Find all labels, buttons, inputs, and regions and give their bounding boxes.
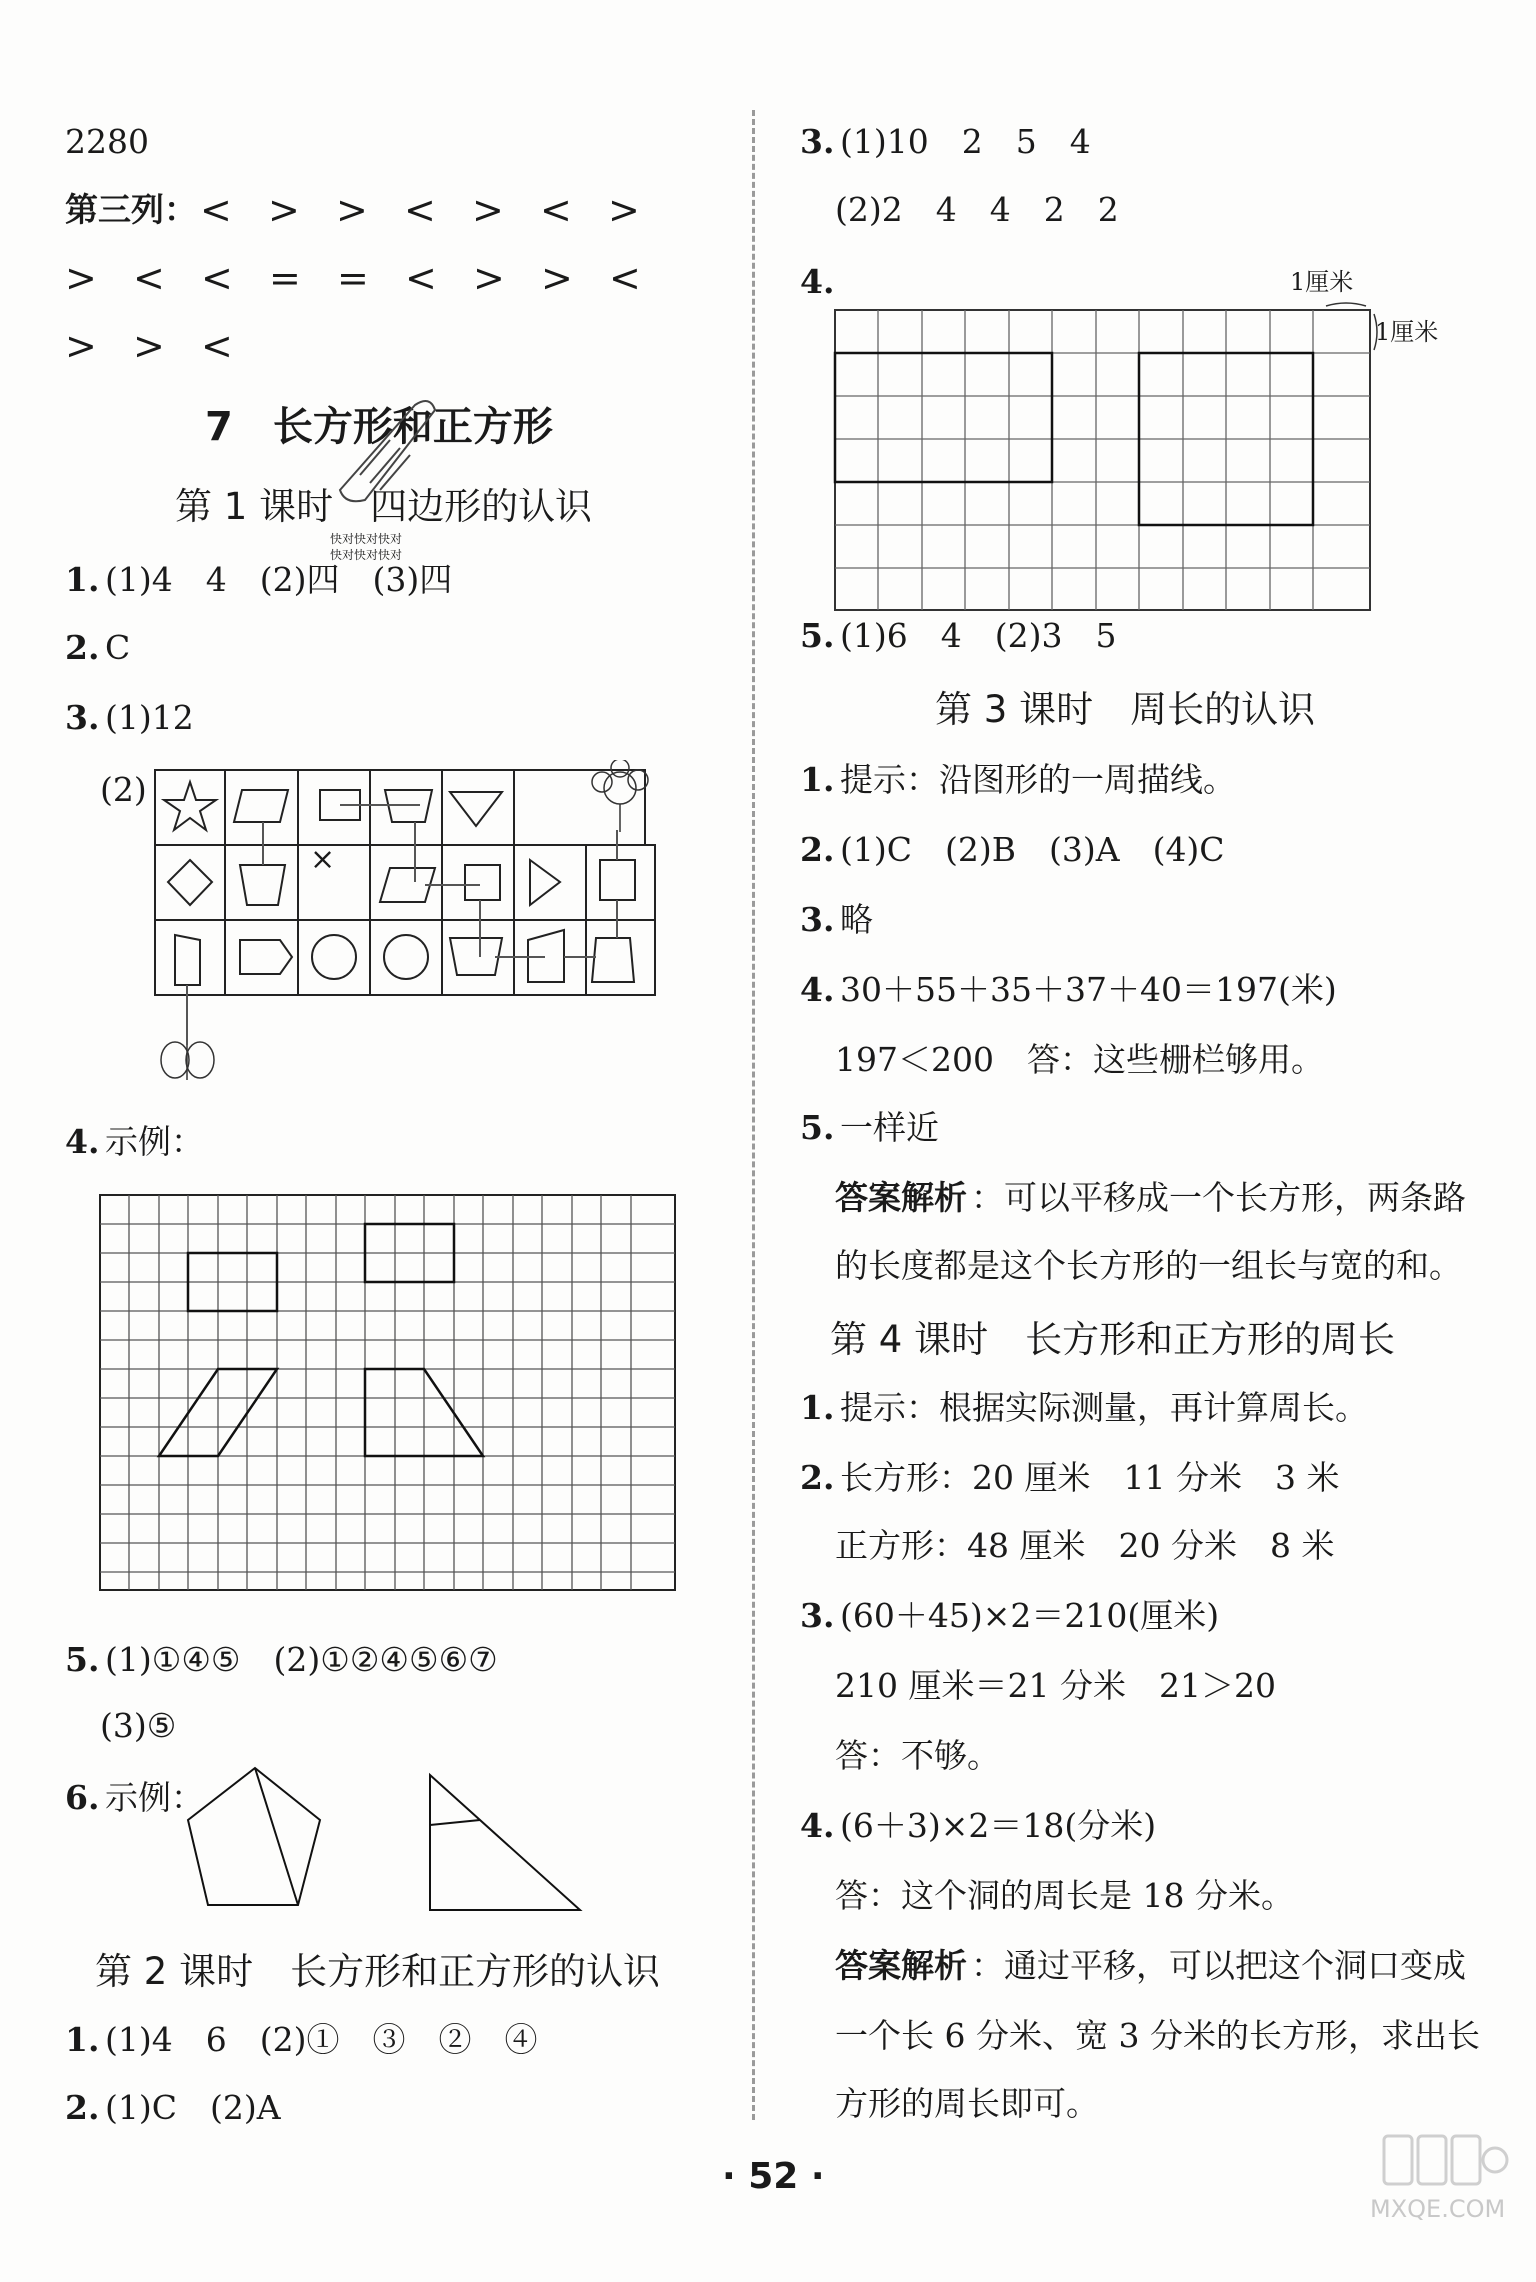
l3-q5-explanation-1: ：可以平移成一个长方形，两条路 (971, 1178, 1466, 1217)
divided-shapes-figure (180, 1760, 600, 1960)
l4-q4-explanation-2: 一个长 6 分米、宽 3 分米的长方形，求出长 (835, 2016, 1480, 2055)
l1-q5-answer-b: (3)⑤ (100, 1706, 177, 1745)
l4-q1-number: 1. (800, 1388, 835, 1427)
r-q4-number: 4. (800, 262, 835, 301)
l3-q4-number: 4. (800, 970, 835, 1009)
l2-q2-answer: (1)C (2)A (105, 2088, 281, 2127)
col3-row2: > < < = = < > > < (65, 256, 645, 300)
l1-q3-answer: (1)12 (105, 698, 194, 737)
l1-q3-sub: (2) (100, 770, 147, 809)
l4-q3-number: 3. (800, 1596, 835, 1635)
shape-maze-figure (150, 760, 710, 1090)
l1-q3-number: 3. (65, 698, 100, 737)
l3-q1-answer: 提示：沿图形的一周描线。 (840, 760, 1236, 799)
l4-q4-explanation-label: 答案解析 (835, 1946, 967, 1985)
l1-q2-number: 2. (65, 628, 100, 667)
l1-q5-number: 5. (65, 1640, 100, 1679)
l3-q3-answer: 略 (840, 900, 873, 939)
lesson4-title: 第 4 课时 长方形和正方形的周长 (830, 1318, 1396, 1361)
l1-q4-answer: 示例： (105, 1122, 204, 1161)
l4-q4-number: 4. (800, 1806, 835, 1845)
r-q4-label-side: 1厘米 (1375, 318, 1439, 346)
l3-q4-answer-b: 197＜200 答：这些栅栏够用。 (835, 1040, 1324, 1079)
r-q3-answer-b: (2)2 4 4 2 2 (835, 190, 1119, 229)
column-divider (752, 110, 755, 2120)
r-q3-number: 3. (800, 122, 835, 161)
l4-q2-answer-a: 长方形：20 厘米 11 分米 3 米 (840, 1458, 1340, 1497)
page-number: · 52 · (722, 2156, 825, 2197)
col3-row1: < > > < > < > (200, 188, 644, 232)
l4-q2-answer-b: 正方形：48 厘米 20 分米 8 米 (835, 1526, 1335, 1565)
l1-q2-answer: C (105, 628, 131, 667)
grid-quadrilateral-figure (95, 1190, 685, 1600)
l3-q5-number: 5. (800, 1108, 835, 1147)
l1-q1-number: 1. (65, 560, 100, 599)
l3-q5-explanation-2: 的长度都是这个长方形的一组长与宽的和。 (835, 1246, 1462, 1285)
l2-q2-number: 2. (65, 2088, 100, 2127)
col3-row3: > > < (65, 324, 237, 368)
l4-q4-answer-b: 答：这个洞的周长是 18 分米。 (835, 1876, 1294, 1915)
l4-q4-explanation-3: 方形的周长即可。 (835, 2084, 1099, 2123)
col3-label: 第三列： (65, 190, 197, 229)
l4-q3-answer-a: (60＋45)×2＝210(厘米) (840, 1596, 1220, 1635)
grid-rectangles-figure (830, 300, 1380, 630)
sticker-text-2: 快对快对快对 (330, 548, 403, 562)
l3-q2-number: 2. (800, 830, 835, 869)
lesson3-title: 第 3 课时 周长的认识 (935, 688, 1316, 731)
l4-q4-answer-a: (6＋3)×2＝18(分米) (840, 1806, 1157, 1845)
l1-q5-answer: (1)①④⑤ (2)①②④⑤⑥⑦ (105, 1640, 498, 1679)
lesson1-title: 第 1 课时 四边形的认识 (175, 485, 593, 528)
lesson2-title: 第 2 课时 长方形和正方形的认识 (95, 1950, 661, 1993)
l2-q1-number: 1. (65, 2020, 100, 2059)
l3-q3-number: 3. (800, 900, 835, 939)
r-q4-label-top: 1厘米 (1290, 268, 1354, 296)
sticker-text-1: 快对快对快对 (330, 532, 403, 546)
unit-title: 7 长方形和正方形 (205, 404, 553, 450)
watermark-text: MXQE.COM (1370, 2195, 1506, 2223)
l3-q2-answer: (1)C (2)B (3)A (4)C (840, 830, 1225, 869)
l3-q4-answer-a: 30＋55＋35＋37＋40＝197(米) (840, 970, 1337, 1009)
r-q3-answer-a: (1)10 2 5 4 (840, 122, 1091, 161)
maze-cross: × (310, 842, 336, 877)
line-2280: 2280 (65, 122, 149, 161)
l1-q1-answer: (1)4 4 (2)四 (3)四 (105, 560, 453, 599)
l1-q4-number: 4. (65, 1122, 100, 1161)
l3-q5-explanation-label: 答案解析 (835, 1178, 967, 1217)
l3-q1-number: 1. (800, 760, 835, 799)
l4-q3-answer-b: 210 厘米＝21 分米 21＞20 (835, 1666, 1276, 1705)
l4-q3-answer-c: 答：不够。 (835, 1736, 1000, 1775)
l4-q1-answer: 提示：根据实际测量，再计算周长。 (840, 1388, 1368, 1427)
r-q5-number: 5. (800, 616, 835, 655)
l4-q4-explanation-1: ：通过平移，可以把这个洞口变成 (971, 1946, 1466, 1985)
l4-q2-number: 2. (800, 1458, 835, 1497)
l1-q6-answer: 示例： (105, 1778, 204, 1817)
l2-q1-answer: (1)4 6 (2)① ③ ② ④ (105, 2020, 538, 2059)
l1-q6-number: 6. (65, 1778, 100, 1817)
r-q5-answer: (1)6 4 (2)3 5 (840, 616, 1117, 655)
l3-q5-answer: 一样近 (840, 1108, 939, 1147)
watermark-logo-icon (1380, 2130, 1510, 2192)
